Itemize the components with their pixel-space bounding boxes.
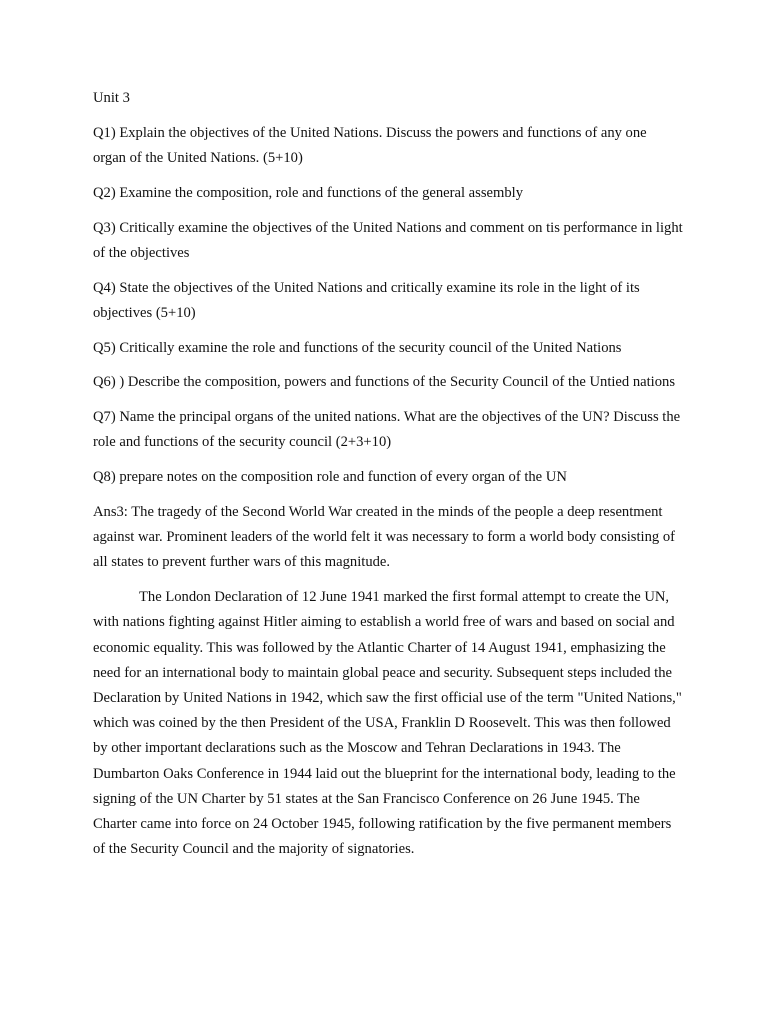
answer-body-paragraph: The London Declaration of 12 June 1941 marked the first formal attempt to create the UN, with nations fighting against Hitler aiming to establish a world free of wars and based on social and economic equality. This was followed by the Atlantic Charter of 14 August 1941, emphasizing the need for an international body to maintain global peace and security. Subsequent steps included the Declaration by United Nations in 1942, which saw the first official use of the term "United Nations," which was coined by the then President of the USA, Franklin D Roosevelt. This was then followed by other important declarations such as the Moscow and Tehran Declarations in 1943. The Dumbarton Oaks Conference in 1944 laid out the blueprint for the international body, leading to the signing of the UN Charter by 51 states at the San Francisco Conference on 26 June 1945. The Charter came into force on 24 October 1945, following ratification by the five permanent members of the Security Council and the majority of signatories. [93, 589, 682, 858]
question-8: Q8) prepare notes on the composition role and function of every organ of the UN [93, 469, 567, 486]
answer-intro-paragraph: Ans3: The tragedy of the Second World War created in the minds of the people a deep resentment against war. Prominent leaders of the world felt it was necessary to form a world body consisting of all states to prevent further wars of this magnitude. [93, 503, 675, 571]
question-2: Q2) Examine the composition, role and functions of the general assembly [93, 184, 523, 201]
question-3: Q3) Critically examine the objectives of the United Nations and comment on tis performance in light of the objectives [93, 219, 683, 261]
document-body [93, 86, 683, 872]
question-4: Q4) State the objectives of the United Nations and critically examine its role in the light of its objectives (5+10) [93, 279, 640, 321]
question-5: Q5) Critically examine the role and functions of the security council of the United Nations [93, 339, 622, 356]
question-1: Q1) Explain the objectives of the United Nations. Discuss the powers and functions of any one organ of the United Nations. (5+10) [93, 124, 647, 166]
unit-heading: Unit 3 [93, 90, 130, 106]
question-7: Q7) Name the principal organs of the united nations. What are the objectives of the UN? Discuss the role and functions of the security council (2+3+10) [93, 409, 681, 451]
question-6: Q6) ) Describe the composition, powers and functions of the Security Council of the Untied nations [93, 374, 676, 391]
